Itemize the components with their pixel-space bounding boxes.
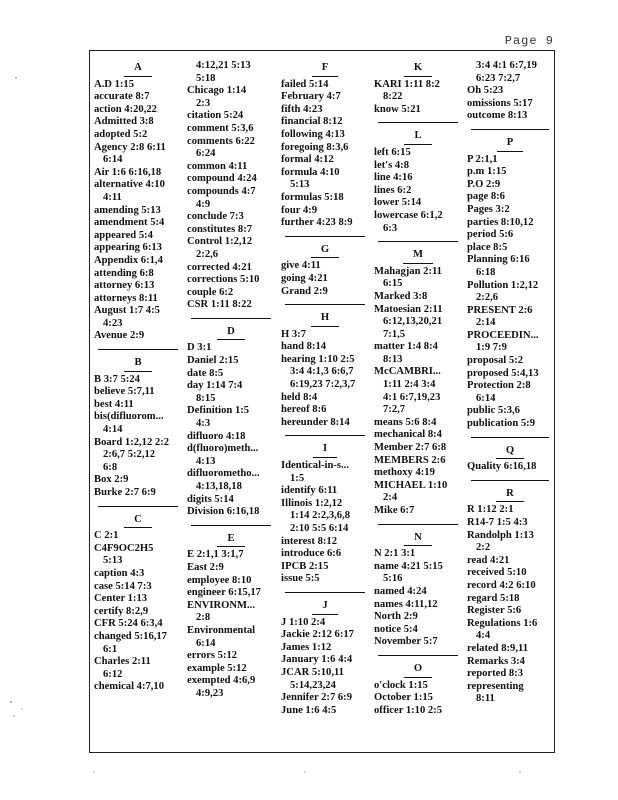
- index-entry: Jackie 2:12 6:17: [281, 629, 354, 641]
- index-entry: case 5:14 7:3: [94, 580, 152, 592]
- index-entry: H 3:7: [281, 328, 307, 340]
- index-entry: give 4:11: [281, 260, 321, 272]
- index-entry: Planning 6:16: [467, 254, 530, 266]
- index-entry: left 6:15: [374, 146, 411, 158]
- index-entry-continuation: 6:14: [103, 154, 123, 166]
- index-entry-continuation: 4:9,23: [196, 687, 224, 699]
- index-entry: lowercase 6:1,2: [374, 209, 443, 221]
- index-entry: August 1:7 4:5: [94, 305, 160, 317]
- index-entry-continuation: 5:16: [383, 573, 403, 585]
- letter-heading-text: F: [312, 62, 338, 77]
- index-entry: chemical 4:7,10: [94, 681, 165, 693]
- index-entry: E 2:1,1 3:1,7: [187, 549, 244, 561]
- letter-heading-text: N: [404, 532, 432, 547]
- index-entry: Control 1:2,12: [187, 236, 253, 248]
- index-entry-continuation: 2:14: [476, 317, 496, 329]
- index-entry: compounds 4:7: [187, 185, 256, 197]
- index-entry: financial 8:12: [281, 116, 343, 128]
- index-entry-continuation: 6:1: [103, 643, 118, 655]
- page-number-label: Page 9: [504, 34, 554, 48]
- index-entry: November 5:7: [374, 636, 438, 648]
- index-entry: Pages 3:2: [467, 203, 510, 215]
- index-entry-continuation: 4:3: [196, 418, 211, 430]
- index-entry-continuation: 4:23: [103, 317, 123, 329]
- index-entry: Protection 2:8: [467, 380, 531, 392]
- index-entry: Register 5:6: [467, 605, 522, 617]
- index-entry-continuation: 1:5: [290, 472, 305, 484]
- index-entry-continuation: 6:14: [476, 392, 496, 404]
- index-entry: line 4:16: [374, 172, 413, 184]
- index-entry: C4F9OC2H5: [94, 542, 154, 554]
- index-entry: Mahagjan 2:11: [374, 265, 442, 277]
- letter-heading-text: K: [404, 62, 432, 77]
- index-entry-continuation: 4:4: [476, 630, 491, 642]
- index-entry: Air 1:6 6:16,18: [94, 166, 162, 178]
- index-entry: exempted 4:6,9: [187, 675, 256, 687]
- index-entry-continuation: 6:23 7:2,7: [476, 72, 521, 84]
- index-entry: Grand 2:9: [281, 285, 328, 297]
- index-entry: Jennifer 2:7 6:9: [281, 692, 353, 704]
- letter-heading-text: P: [497, 137, 523, 152]
- index-entry: parties 8:10,12: [467, 216, 534, 228]
- index-entry: following 4:13: [281, 128, 345, 140]
- index-entry-continuation: 6:15: [383, 278, 403, 290]
- index-entry: comments 6:22: [187, 135, 255, 147]
- index-entry: J 1:10 2:4: [281, 616, 326, 628]
- index-entry: B 3:7 5:24: [94, 373, 140, 385]
- index-entry-continuation: 6:18: [476, 266, 496, 278]
- index-entry-continuation: 6:3: [383, 222, 398, 234]
- index-entry: o'clock 1:15: [374, 679, 428, 691]
- index-entry: comment 5:3,6: [187, 122, 254, 134]
- index-entry: named 4:24: [374, 585, 427, 597]
- letter-heading-text: E: [217, 533, 244, 548]
- index-entry-continuation: 3:4 4:1,3 6:6,7: [290, 366, 354, 378]
- index-entry-continuation: 4:13: [196, 455, 216, 467]
- index-entry: record 4:2 6:10: [467, 579, 536, 591]
- index-entry: best 4:11: [94, 398, 134, 410]
- letter-heading-text: I: [313, 443, 337, 458]
- letter-heading-text: C: [124, 514, 152, 529]
- index-entry: Definition 1:5: [187, 405, 250, 417]
- index-entry-continuation: 6:19,23 7:2,3,7: [290, 379, 356, 391]
- index-entry: outcome 8:13: [467, 110, 528, 122]
- index-entry-continuation: 8:15: [196, 392, 216, 404]
- index-entry: CSR 1:11 8:22: [187, 299, 252, 311]
- index-entry: date 8:5: [187, 367, 224, 379]
- index-entry: January 1:6 4:4: [281, 654, 353, 666]
- index-entry: page 8:6: [467, 191, 505, 203]
- index-entry: MEMBERS 2:6: [374, 454, 446, 466]
- index-entry: name 4:21 5:15: [374, 560, 443, 572]
- index-entry: identify 6:11: [281, 485, 338, 497]
- index-entry: attorney 6:13: [94, 280, 155, 292]
- index-entry: interest 8:12: [281, 535, 337, 547]
- index-entry: attorneys 8:11: [94, 292, 158, 304]
- index-entry: Chicago 1:14: [187, 85, 247, 97]
- index-entry: Regulations 1:6: [467, 617, 538, 629]
- index-entry: Remarks 3:4: [467, 655, 525, 667]
- index-entry: certify 8:2,9: [94, 605, 149, 617]
- index-entry: amendment 5:4: [94, 217, 165, 229]
- index-entry-continuation: 6:24: [196, 148, 216, 160]
- index-entry: difluoro 4:18: [187, 430, 246, 442]
- index-entry: names 4:11,12: [374, 598, 438, 610]
- letter-heading-text: J: [312, 600, 337, 615]
- index-entry-continuation: 6:8: [103, 461, 118, 473]
- index-entry: N 2:1 3:1: [374, 548, 416, 560]
- index-entry-continuation: 4:9: [196, 198, 211, 210]
- index-entry: Environmental: [187, 624, 256, 636]
- index-entry: alternative 4:10: [94, 179, 165, 191]
- index-entry-continuation: 4:13,18,18: [196, 481, 242, 492]
- index-entry: appeared 5:4: [94, 229, 153, 241]
- index-entry: issue 5:5: [281, 573, 320, 585]
- index-entry: reported 8:3: [467, 668, 523, 680]
- index-entry: action 4:20,22: [94, 103, 157, 115]
- index-entry: ENVIRONM...: [187, 599, 255, 611]
- index-entry: difluorometho...: [187, 468, 260, 480]
- index-entry-continuation: 6:12: [103, 668, 123, 680]
- index-entry-continuation: 2:4: [383, 492, 398, 504]
- index-entry-continuation: 5:14,23,24: [290, 679, 336, 691]
- index-entry: Charles 2:11: [94, 656, 151, 668]
- index-entry: held 8:4: [281, 391, 318, 403]
- index-entry: hereunder 8:14: [281, 416, 350, 428]
- index-entry: A.D 1:15: [94, 78, 135, 90]
- index-entry: fifth 4:23: [281, 103, 323, 115]
- index-entry: Quality 6:16,18: [467, 461, 537, 473]
- index-entry-continuation: 3:4 4:1 6:7,19: [476, 60, 537, 71]
- index-entry-continuation: 1:11 2:4 3:4: [383, 379, 436, 391]
- index-entry: R14-7 1:5 4:3: [467, 517, 528, 528]
- index-entry-continuation: 5:13: [290, 179, 310, 191]
- index-entry: day 1:14 7:4: [187, 380, 243, 392]
- index-entry: going 4:21: [281, 272, 328, 284]
- index-entry: lines 6:2: [374, 184, 412, 196]
- index-entry: Division 6:16,18: [187, 506, 260, 518]
- index-entry: R 1:12 2:1: [467, 504, 514, 516]
- index-entry: adopted 5:2: [94, 128, 148, 140]
- index-entry: accurate 8:7: [94, 91, 150, 103]
- index-entry: P 2:1,1: [467, 153, 498, 165]
- index-entry: read 4:21: [467, 554, 510, 566]
- index-entry: Matoesian 2:11: [374, 303, 443, 315]
- index-entry: PROCEEDIN...: [467, 329, 539, 341]
- letter-heading-text: L: [404, 130, 431, 145]
- index-entry-continuation: 4:1 6:7,19,23: [383, 391, 441, 403]
- index-entry: constitutes 8:7: [187, 223, 253, 235]
- index-entry: omissions 5:17: [467, 97, 533, 109]
- index-entry: MICHAEL 1:10: [374, 479, 448, 491]
- index-entry: Center 1:13: [94, 593, 148, 605]
- index-entry: representing: [467, 680, 524, 692]
- index-entry: Member 2:7 6:8: [374, 442, 447, 454]
- index-entry: period 5:6: [467, 229, 514, 241]
- index-entry-continuation: 2:2,6: [196, 248, 219, 260]
- index-entry: common 4:11: [187, 160, 248, 172]
- index-entry-continuation: 2:10 5:5 6:14: [290, 523, 349, 534]
- index-entry: proposal 5:2: [467, 355, 524, 367]
- index-entry-continuation: 2:3: [196, 97, 211, 109]
- index-entry: Burke 2:7 6:9: [94, 487, 156, 498]
- index-entry: know 5:21: [374, 103, 421, 115]
- index-entry: public 5:3,6: [467, 405, 520, 417]
- index-entry: conclude 7:3: [187, 211, 244, 223]
- index-entry: McCAMBRI...: [374, 366, 441, 378]
- index-entry: Oh 5:23: [467, 85, 504, 97]
- index-entry: hearing 1:10 2:5: [281, 353, 355, 365]
- index-entry-continuation: 2:2,6: [476, 292, 499, 304]
- index-entry: failed 5:14: [281, 78, 329, 90]
- letter-heading-text: A: [124, 62, 152, 77]
- letter-heading-text: R: [496, 488, 524, 503]
- index-entry: East 2:9: [187, 561, 224, 573]
- index-entry: publication 5:9: [467, 418, 535, 430]
- index-entry: officer 1:10 2:5: [374, 704, 443, 716]
- index-entry: James 1:12: [281, 641, 332, 653]
- index-entry: errors 5:12: [187, 650, 238, 662]
- index-entry: appearing 6:13: [94, 242, 162, 254]
- index-entry: Admitted 3:8: [94, 116, 154, 128]
- letter-heading-text: D: [217, 326, 245, 341]
- index-entry: changed 5:16,17: [94, 630, 167, 642]
- index-entry: North 2:9: [374, 611, 418, 623]
- index-entry: further 4:23 8:9: [281, 217, 353, 229]
- index-entry: CFR 5:24 6:3,4: [94, 618, 163, 630]
- index-entry: KARI 1:11 8:2: [374, 78, 440, 90]
- index-entry: formal 4:12: [281, 154, 334, 166]
- index-entry: C 2:1: [94, 530, 119, 542]
- index-entry: Avenue 2:9: [94, 330, 145, 342]
- index-entry: lower 5:14: [374, 197, 422, 209]
- index-entry: related 8:9,11: [467, 642, 529, 654]
- index-entry: PRESENT 2:6: [467, 304, 533, 316]
- index-entry: February 4:7: [281, 91, 341, 103]
- index-entry: digits 5:14: [187, 493, 234, 505]
- index-entry: Box 2:9: [94, 474, 129, 486]
- index-entry: couple 6:2: [187, 286, 234, 298]
- index-entry-continuation: 6:14: [196, 637, 216, 649]
- index-entry: notice 5:4: [374, 623, 418, 635]
- index-entry: means 5:6 8:4: [374, 416, 437, 428]
- index-entry: corrections 5:10: [187, 274, 260, 286]
- index-entry: June 1:6 4:5: [281, 704, 337, 716]
- letter-heading-text: O: [404, 663, 432, 678]
- index-entry: October 1:15: [374, 692, 433, 704]
- index-entry: place 8:5: [467, 241, 508, 253]
- letter-heading-text: Q: [496, 445, 524, 460]
- letter-heading-text: G: [311, 244, 339, 259]
- index-entry-continuation: 8:11: [476, 693, 495, 705]
- index-entry: mechanical 8:4: [374, 429, 442, 441]
- index-entry: D 3:1: [187, 342, 212, 354]
- index-entry: amending 5:13: [94, 204, 161, 216]
- index-entry: Pollution 1:2,12: [467, 279, 539, 291]
- index-entry: P.O 2:9: [467, 178, 501, 190]
- index-entry-continuation: 2:6,7 5:2,12: [103, 449, 156, 461]
- index-entry-continuation: 1:14 2:2,3,6,8: [290, 510, 351, 522]
- index-entry: received 5:10: [467, 567, 527, 579]
- index-entry: compound 4:24: [187, 173, 257, 185]
- index-entry: bis(difluorom...: [94, 411, 164, 423]
- letter-heading-text: B: [124, 357, 151, 372]
- index-entry-continuation: 2:8: [196, 612, 211, 624]
- index-entry: engineer 6:15,17: [187, 587, 261, 599]
- index-entry: attending 6:8: [94, 267, 154, 279]
- index-entry-continuation: 8:22: [383, 91, 403, 103]
- index-entry: proposed 5:4,13: [467, 367, 539, 379]
- index-entry: JCAR 5:10,11: [281, 666, 344, 678]
- index-entry: regard 5:18: [467, 592, 520, 604]
- index-entry: Agency 2:8 6:11: [94, 141, 166, 153]
- index-entry: methoxy 4:19: [374, 467, 435, 479]
- index-entry-continuation: 5:13: [103, 555, 123, 567]
- index-entry: caption 4:3: [94, 567, 145, 579]
- index-entry-continuation: 4:14: [103, 424, 123, 436]
- index-entry-continuation: 4:12,21 5:13: [196, 60, 251, 71]
- letter-heading-text: H: [311, 312, 339, 327]
- index-entry-continuation: 2:2: [476, 542, 491, 554]
- index-entry-continuation: 8:13: [383, 353, 403, 365]
- index-entry: IPCB 2:15: [281, 560, 329, 572]
- index-entry: citation 5:24: [187, 110, 244, 122]
- index-entry: formulas 5:18: [281, 191, 344, 203]
- index-entry: Mike 6:7: [374, 505, 415, 516]
- index-entry-continuation: 6:12,13,20,21: [383, 316, 443, 328]
- index-entry: p.m 1:15: [467, 166, 507, 178]
- index-entry: formula 4:10: [281, 166, 340, 178]
- index-entry: four 4:9: [281, 204, 317, 216]
- index-entry: Marked 3:8: [374, 290, 428, 302]
- index-entry: example 5:12: [187, 662, 247, 674]
- index-entry: hand 8:14: [281, 341, 327, 353]
- index-entry: matter 1:4 8:4: [374, 341, 438, 353]
- index-entry: corrected 4:21: [187, 261, 252, 273]
- index-entry: Illinois 1:2,12: [281, 497, 343, 509]
- index-entry: let's 4:8: [374, 159, 410, 171]
- index-entry: Daniel 2:15: [187, 355, 239, 367]
- index-entry: d(fluoro)meth...: [187, 443, 259, 455]
- index-entry-continuation: 1:9 7:9: [476, 342, 507, 354]
- index-entry-continuation: 4:11: [103, 191, 122, 203]
- index-entry: believe 5:7,11: [94, 386, 155, 398]
- index-entry: hereof 8:6: [281, 404, 327, 416]
- index-entry: Appendix 6:1,4: [94, 254, 163, 266]
- index-entry: introduce 6:6: [281, 548, 342, 560]
- index-entry: Identical-in-s...: [281, 460, 349, 472]
- index-entry: foregoing 8:3,6: [281, 141, 349, 153]
- index-entry: employee 8:10: [187, 574, 252, 586]
- index-entry: Randolph 1:13: [467, 529, 534, 541]
- index-entry-continuation: 7:2,7: [383, 404, 406, 416]
- letter-heading-text: M: [403, 249, 433, 264]
- index-entry-continuation: 5:18: [196, 72, 216, 84]
- index-entry: Board 1:2,12 2:2: [94, 436, 170, 448]
- index-entry-continuation: 7:1,5: [383, 328, 406, 340]
